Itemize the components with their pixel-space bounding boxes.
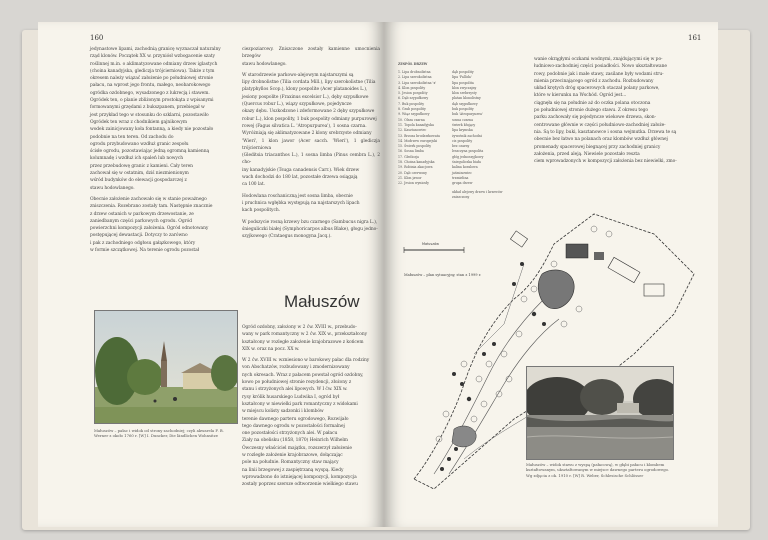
text-line: Obecnie założenie zachowało się w stanie poważnego	[90, 196, 207, 202]
text-line: kształcony w rozległe założenie krajobrazowe z końcem	[242, 339, 364, 345]
text-line: W 2 ćw. XVIII w. wzniesiono w barokowy pałac dla rodziny	[242, 358, 370, 364]
text-column	[534, 56, 698, 165]
text-line: jaśminowiec	[452, 170, 472, 175]
text-line: 5. Jesion pospolity	[398, 91, 428, 96]
text-line: Ogródek ten, o planie zbliżonym prostokąta z wpisanymi	[90, 98, 214, 104]
text-line: okazy dębu. Uszkodzone i zdeformowane 2 dęby szypułkowe	[242, 109, 375, 115]
text-line: głóg jednoszyjkowy	[452, 154, 484, 159]
text-line: w rozległe założenie krajobrazowe, dołączając	[242, 453, 343, 459]
text-column	[90, 46, 234, 254]
text-line: Ówczesny właściciel majątku, rozszerzył założenie	[242, 445, 352, 451]
text-line: 12. Kasztanowiec	[398, 128, 427, 133]
text-line: Ogródek ten wraz z chodnikiem gajnikowym	[90, 119, 188, 125]
text-line: ścisłe ogrodu, pozostawiając jedną ogromną kamienną	[90, 149, 210, 155]
text-line: terenie dawnego parteru ogrodowego, Rozwijało	[242, 416, 349, 422]
text-line: dąb szypułkowy	[452, 101, 478, 106]
text-line: zaniedbanym części parkowych ogrodu. Ogród	[90, 218, 192, 224]
text-line: założenia, przed aleją. Niewiele pozostało reszta	[534, 151, 640, 157]
text-line: jedynastowe lipami, zachodnią granicę wyznaczał naturalny	[90, 47, 221, 52]
text-line: rowej (Fagus silvatica L. 'Atropurpurea'), 1 sosna czarna.	[242, 123, 367, 129]
text-line: w formie szczątkowej. Na terenie ogrodu pozostał	[90, 248, 200, 254]
text-line: 'Wieri', 1 klon jawor (Acer sacch. 'Wieri'), 1 glediczja trójcierniowa	[242, 138, 380, 151]
text-line: buk pospolity	[452, 107, 474, 112]
text-line: układ krętych dróg spacerowych otaczał polany parkowe,	[534, 86, 660, 92]
text-line: von Abschatzów, rozbudowany i zmodernizowany	[242, 365, 350, 371]
text-line: stawu hodowlanego.	[242, 61, 287, 67]
text-line: sosna czarna	[452, 117, 473, 122]
text-line: platyphyllos Scop.), klony pospolite (Acer platanoides L.),	[242, 87, 368, 93]
text-line: powierzchni kompozycji założenia. Ogród odnotowany	[90, 226, 209, 232]
text-line: wany w park romantyczny w 2 ćw. XIX w., przekształcony	[242, 332, 368, 338]
text-line: pole na południe. Romantyczny staw mający	[242, 460, 339, 466]
text-line: 10. Olsza czarna	[398, 117, 425, 122]
text-line: 3. Lipa szerokolistna 'x'	[398, 80, 437, 85]
text-line: wśród budynków do elewacji gospodarczej z	[90, 178, 187, 184]
text-line: ciągnęła się na południe aż do oczka polana otoczona	[534, 100, 651, 106]
text-line: jest przykład tego w stosunku do szklarni, pozostawiło	[90, 112, 209, 118]
text-line: kalina koralowa	[452, 165, 478, 170]
text-line: stawu hodowlanego.	[90, 185, 135, 191]
text-line: zniszczenia. Rozebrano zostały tam. Następnie znacznie	[90, 204, 213, 210]
text-line: szyjkowego (Crataegus monogyna Jacq.).	[242, 234, 332, 240]
text-line: 1. Lipa drobnolistna	[398, 70, 431, 74]
text-line: przez przebudowę granic z kamieni. Cały teren	[90, 163, 193, 169]
photo-caption: Małuszów – pałac i widok od strony zachodniej; czyli akwarela F. B. Werner z około 1760 r. [W] I. Duncker, Die ländlichen Wohnsitze	[94, 428, 224, 439]
text-line: obecnie bez łatwo na polanach oraz klombów wzdłuż głównej	[534, 137, 668, 143]
text-line: 6. Dąb szypułkowy	[398, 96, 429, 101]
text-line: wodek zainicjowany koła fontanną, a kiedy nie pozostało	[90, 127, 214, 133]
text-line: 19. Robinia akacjowa	[398, 165, 433, 170]
text-line: bez czarny	[452, 144, 470, 149]
text-line: i pak z zachodniego odgłosu gałązkowego, który	[90, 240, 196, 246]
text-line: ogrodu przybudowano wzdłuż granic zespołu	[90, 141, 189, 147]
text-line: lipa 'Pallida'	[452, 75, 472, 80]
text-line: formowanymi grzędami z bukszpanem, przebiegał w	[90, 105, 205, 111]
legend-column	[452, 70, 512, 187]
text-line: które w kierunku na Wschód. Ogród jest...	[534, 93, 627, 99]
text-line: kach pospolitych.	[242, 208, 281, 214]
text-line: wprowadzono do istniejącej kompozycji, kompozycja	[242, 474, 357, 480]
text-line: promenady spacerowej biegnącej przy zachodniej granicy	[534, 144, 661, 150]
text-line: klon zwyczajny	[452, 85, 477, 90]
text-line: W starodrzewie parkowo-alejowym najstarszymi są	[242, 72, 354, 78]
text-line: łudniowo-zachodniej części posiadłości. Nowo ukształtowane	[534, 64, 667, 70]
text-line: rząd klonów. Początek XX w. przyniósł wzbogacenie szaty	[90, 54, 215, 60]
photo-caption: Małuszów – widok stawu z wyspą (pałacową), w głębi pałacu i klombem kształtowanym, ukształtowanym w miejsce dawnego parteru ogrodowego. Wg zdjęcia z ok. 1910 r. [W] R. Weber, Schlesische Schlösser	[526, 462, 670, 478]
text-line: 20. Dąb czerwony	[398, 170, 427, 175]
palace-photo	[94, 310, 238, 424]
text-line: nia. Są to lipy, buki, kasztanowce i sosna wejmutka. Drzewa te są	[534, 129, 677, 135]
text-line: jesiony pospolite (Fraxinus excelsior L.), dęby szypułkowe	[242, 94, 369, 100]
text-line: 9. Wiąz szypułkowy	[398, 112, 430, 117]
text-column	[242, 46, 380, 240]
text-line: na linii brzegowej z zaspiętrzaną wyspą. Kiedy	[242, 467, 344, 473]
legend-title: ZESPÓŁ DRZEW	[398, 62, 428, 66]
text-line: (Gleditsia triacanthos L.), 1 sosna limba (Pinus cembra L.), 2 cho-	[242, 153, 380, 166]
text-line: parku zachowały się pojedyncze wiekowe drzewa, skon-	[534, 115, 656, 121]
text-line: wanie okrągłymi oczkami wodnymi, znajdującymi się w po-	[534, 57, 663, 62]
text-line: 18. Choina kanadyjska	[398, 160, 435, 165]
legend-footer: układ alejowy drzew i krzewów zniszczony	[452, 190, 503, 200]
text-line: 8. Grab pospolity	[398, 107, 426, 112]
text-line: śnieguliczki białej (Symphoricarpos albus Blake), głogu jedno-	[242, 226, 378, 232]
text-line: żywotnik zachodni	[452, 133, 482, 138]
text-line: zostały poprzez szersze odtworzenie wielkiego stawu	[242, 482, 358, 488]
text-line: świerk kłujący	[452, 122, 476, 127]
text-line: lipa krymska	[452, 128, 473, 133]
text-line: cis pospolity	[452, 138, 473, 143]
text-line: ogródka ozdobnego, wysadzonego z lukrecją i stawem.	[90, 90, 210, 96]
legend-column	[398, 70, 458, 187]
text-line: postępującej dewastacji. Dotyczy to zarówno	[90, 233, 188, 239]
text-line: kształcony w niewielki park romantyczny z widokami	[242, 401, 358, 407]
pond-photo	[526, 366, 674, 460]
text-line: trzmielina	[452, 175, 469, 180]
left-page	[38, 22, 384, 527]
text-line: po południowej stronie dużego stawu. Z okresu tego	[534, 108, 648, 114]
text-line: leszczyna pospolita	[452, 149, 484, 154]
text-line: iny kanadyjskie (Tsuga canadensis Carr.). Wiek drzew	[242, 167, 360, 173]
text-line: zachował się w ostatnim, dziś niezmienionym	[90, 171, 189, 177]
text-line: kowo po południowej stronie rezydencji, złożony z	[242, 380, 352, 386]
text-line: rysy królik husarskiego Ludwika I, ogród był	[242, 394, 340, 400]
page-number: 160	[90, 34, 104, 42]
text-line: 17. Glediczja	[398, 154, 419, 159]
text-line: Hodowlana roschaniczną jest sosna limba, obecnie	[242, 193, 353, 199]
text-line: roślinnej m.in. o aklimatyzowane odmiany drzew iglastych	[90, 61, 218, 67]
text-line: 14. Modrzew europejski	[398, 138, 438, 143]
text-line: Wyróżniają się aklimatyzowane 2 klony srebrzyste odmiany	[242, 131, 372, 137]
section-title: Małuszów	[284, 292, 360, 311]
text-line: lipy drobnolistne (Tilia cordata Mill.), lipy szerokolistne (Tilia	[242, 80, 376, 86]
text-line: ciezpoziarowy. Zniszczone zostały kamienne umocnienia brzegów	[242, 47, 380, 60]
right-page	[384, 22, 718, 527]
text-line: w miejscu kolisty sadzonki i klombów	[242, 409, 324, 415]
text-line: Ziały na obelisku (1858, 1870) Heinrich Wilhelm	[242, 438, 348, 444]
text-line: rowy, podobnie jak i małe stawy, zasilane były wodami stru-	[534, 71, 664, 77]
text-line: stanu i strzyżonych alei lipowych. W I ćw. XIX w.	[242, 387, 348, 393]
text-line: okresem należy wiązać założenie po południowej stronie	[90, 76, 213, 82]
text-line: 11. Topola kanadyjska	[398, 122, 434, 127]
text-line: i pruchnica wgłębka występują na najstarszych lipach	[242, 200, 360, 206]
text-line: tego dawnego ogrodu w pozostałości formalnej	[242, 423, 345, 429]
text-line: ciem wprowadzonych w kompozycji założenia bez niewielki, zmo-	[534, 159, 677, 165]
text-line: ca 100 lat.	[242, 182, 265, 188]
text-line: centrowane głównie w części południowo-zachodniej założe-	[534, 122, 666, 128]
text-line: buk 'Atropurpurea'	[452, 112, 483, 117]
text-line: robur L.), klon pospolity, 1 buk pospolity odmiany purpurowej	[242, 116, 377, 122]
text-line: dąb pospolity	[452, 70, 474, 74]
text-line: platan klonolistny	[452, 96, 481, 101]
text-column	[242, 324, 380, 489]
text-line: nych okresach. Wraz z pałacem powstał ogród ozdobny,	[242, 372, 364, 378]
text-line: wach dochodzi do 180 lat, pozostałe drzewa osiągają	[242, 175, 358, 181]
scale-label: Małuszów	[422, 242, 440, 246]
text-line: klon srebrzysty	[452, 91, 477, 96]
text-line: 4. Klon pospolity	[398, 85, 426, 90]
text-line: 21. Klon jawor	[398, 175, 422, 180]
text-line: (choina kanadyjska, glediczja trójcierniowa). Także z tym	[90, 68, 215, 74]
text-line: śnieguliczka biała	[452, 160, 481, 165]
text-line: z drzew ostanich w parkowym drzewostanie, ze	[90, 211, 194, 217]
text-line: 16. Sosna limba	[398, 149, 424, 154]
page-number: 161	[688, 34, 702, 42]
text-line: W podszycie rosną krzewy bzu czarnego (Sambucus nigra L.),	[242, 219, 378, 225]
plan-caption: Małuszów – plan sytuacyjny, stan z 1999 r.	[404, 273, 482, 277]
text-line: 15. Świerk pospolity	[398, 144, 432, 149]
text-line: XIX w. oraz na pocz. XX w.	[242, 346, 300, 352]
text-line: podobnie na ten teren. Od zachodu do	[90, 134, 174, 140]
text-line: 2. Lipa szerokolistna	[398, 75, 432, 80]
text-line: 13. Brzoza brodawkowata	[398, 133, 440, 138]
text-line: pałacu, na wprost jego frontu, małego, neobarokowego	[90, 83, 211, 89]
text-line: 22. Jesion wyniosły	[398, 181, 429, 186]
text-line: (Quercus robur L.), wiązy szypułkowe, pojedyncze	[242, 102, 352, 108]
text-line: one pozostałości strzyżonych alei. W pałacu	[242, 431, 338, 437]
text-line: mienia przecinającego ogród z zachodu. Rozbudowany	[534, 78, 654, 84]
text-line: 7. Buk pospolity	[398, 101, 425, 106]
text-line: Ogród ozdobny, założony w 2 ćw. XVIII w., przebudo-	[242, 325, 357, 330]
text-line: grupa drzew	[452, 181, 473, 186]
text-line: lipa pospolita	[452, 80, 474, 85]
text-line: kolumnadę i wzdłuż ich spaleń lub nowych	[90, 156, 184, 162]
